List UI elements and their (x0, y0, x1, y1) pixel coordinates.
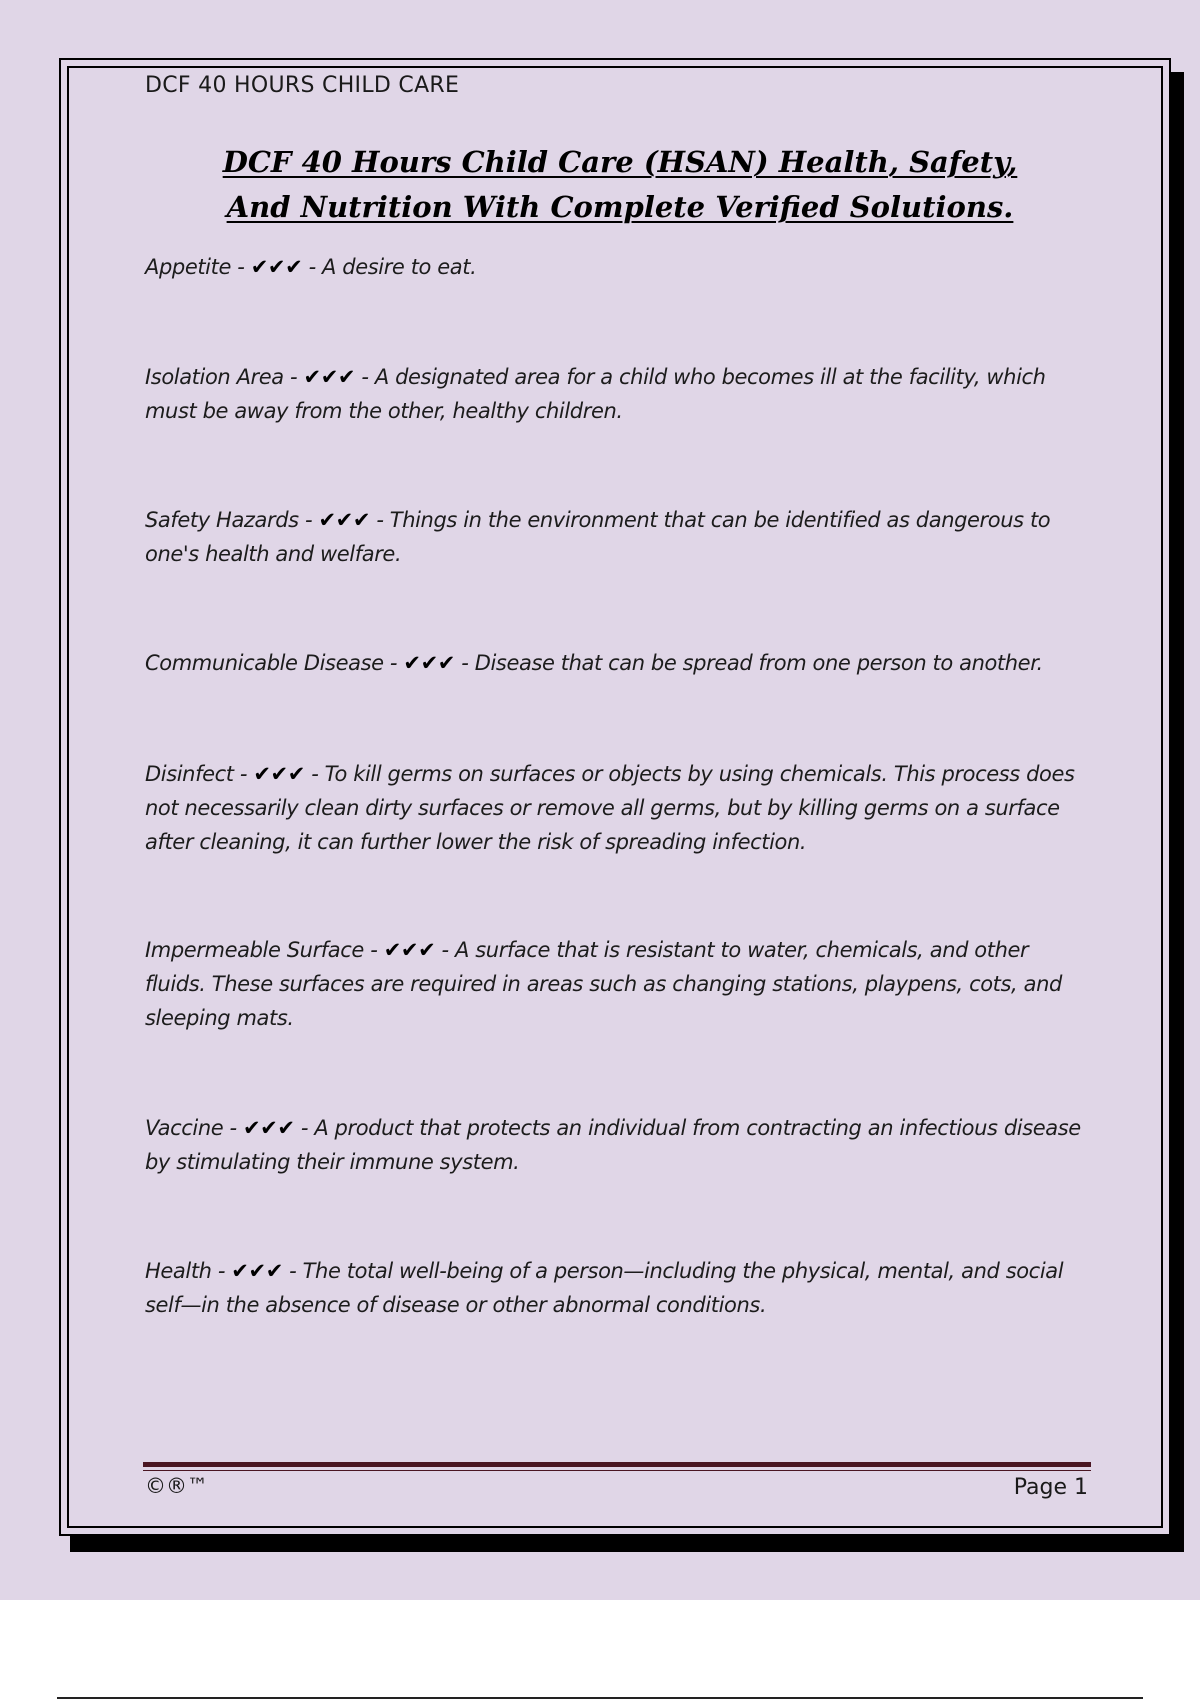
entry-term: Vaccine (145, 1116, 224, 1140)
glossary-entry: Appetite - ✔✔✔ - A desire to eat. (145, 255, 477, 279)
glossary-entry: Health - ✔✔✔ - The total well-being of a person—including the physical, mental, and social self—in the absence of disease or other abnormal conditions. (145, 1259, 1064, 1317)
checkmark-icon: ✔✔✔ (253, 762, 305, 786)
next-page-rule (57, 1697, 1143, 1699)
document-title-line-1: DCF 40 Hours Child Care (HSAN) Health, Safety, (222, 145, 1018, 179)
glossary-entry: Communicable Disease - ✔✔✔ - Disease that can be spread from one person to another. (145, 651, 1043, 675)
entry-term: Appetite (145, 255, 231, 279)
entry-definition: To kill germs on surfaces or objects by using chemicals. This process does not necessarily clean dirty surfaces or remove all germs, but by killing germs on a surface after cleaning, it can further lower the risk of spreading infection. (145, 762, 1075, 854)
checkmark-icon: ✔✔✔ (242, 1116, 295, 1140)
footer-trademark-symbols: ©®™ (145, 1474, 208, 1498)
checkmark-icon: ✔✔✔ (403, 651, 455, 675)
running-header: DCF 40 HOURS CHILD CARE (145, 73, 460, 98)
entry-term: Disinfect (145, 762, 234, 786)
checkmark-icon: ✔✔✔ (231, 1259, 283, 1283)
checkmark-icon: ✔✔✔ (383, 938, 436, 962)
document-title (145, 140, 1095, 230)
entry-term: Impermeable Surface (145, 938, 364, 962)
document-title-line-2: And Nutrition With Complete Verified Solutions. (226, 190, 1014, 224)
entry-definition: A desire to eat. (322, 255, 477, 279)
entry-definition: Disease that can be spread from one person to another. (474, 651, 1043, 675)
page-number: Page 1 (1013, 1475, 1088, 1500)
entry-definition: A designated area for a child who becomes ill at the facility, which must be away from the other, healthy children. (145, 365, 1046, 423)
glossary-entry: Disinfect - ✔✔✔ - To kill germs on surfaces or objects by using chemicals. This process does not necessarily clean dirty surfaces or remove all germs, but by killing germs on a surface after cleaning, it can further lower the risk of spreading infection. (145, 762, 1075, 854)
glossary-entry: Isolation Area - ✔✔✔ - A designated area for a child who becomes ill at the facility, which must be away from the other, healthy children. (145, 365, 1046, 423)
entry-definition: A surface that is resistant to water, chemicals, and other fluids. These surfaces are required in areas such as changing stations, playpens, cots, and sleeping mats. (145, 938, 1062, 1030)
checkmark-icon: ✔✔✔ (250, 255, 303, 279)
glossary-entry: Vaccine - ✔✔✔ - A product that protects an individual from contracting an infectious disease by stimulating their immune system. (145, 1116, 1081, 1174)
footer-rule (143, 1462, 1091, 1467)
footer-rule-thin (143, 1470, 1091, 1471)
entry-definition: A product that protects an individual from contracting an infectious disease by stimulating their immune system. (145, 1116, 1081, 1174)
entry-definition: The total well-being of a person—including the physical, mental, and social self—in the absence of disease or other abnormal conditions. (145, 1259, 1064, 1317)
entry-term: Isolation Area (145, 365, 284, 389)
entry-term: Health (145, 1259, 212, 1283)
glossary-entry: Safety Hazards - ✔✔✔ - Things in the environment that can be identified as dangerous to one's health and welfare. (145, 508, 1051, 566)
glossary-entry: Impermeable Surface - ✔✔✔ - A surface that is resistant to water, chemicals, and other fluids. These surfaces are required in areas such as changing stations, playpens, cots, and sleeping mats. (145, 938, 1062, 1030)
entry-term: Communicable Disease (145, 651, 384, 675)
checkmark-icon: ✔✔✔ (303, 365, 356, 389)
entry-definition: Things in the environment that can be identified as dangerous to one's health and welfare. (145, 508, 1051, 566)
entry-term: Safety Hazards (145, 508, 299, 532)
checkmark-icon: ✔✔✔ (318, 508, 371, 532)
